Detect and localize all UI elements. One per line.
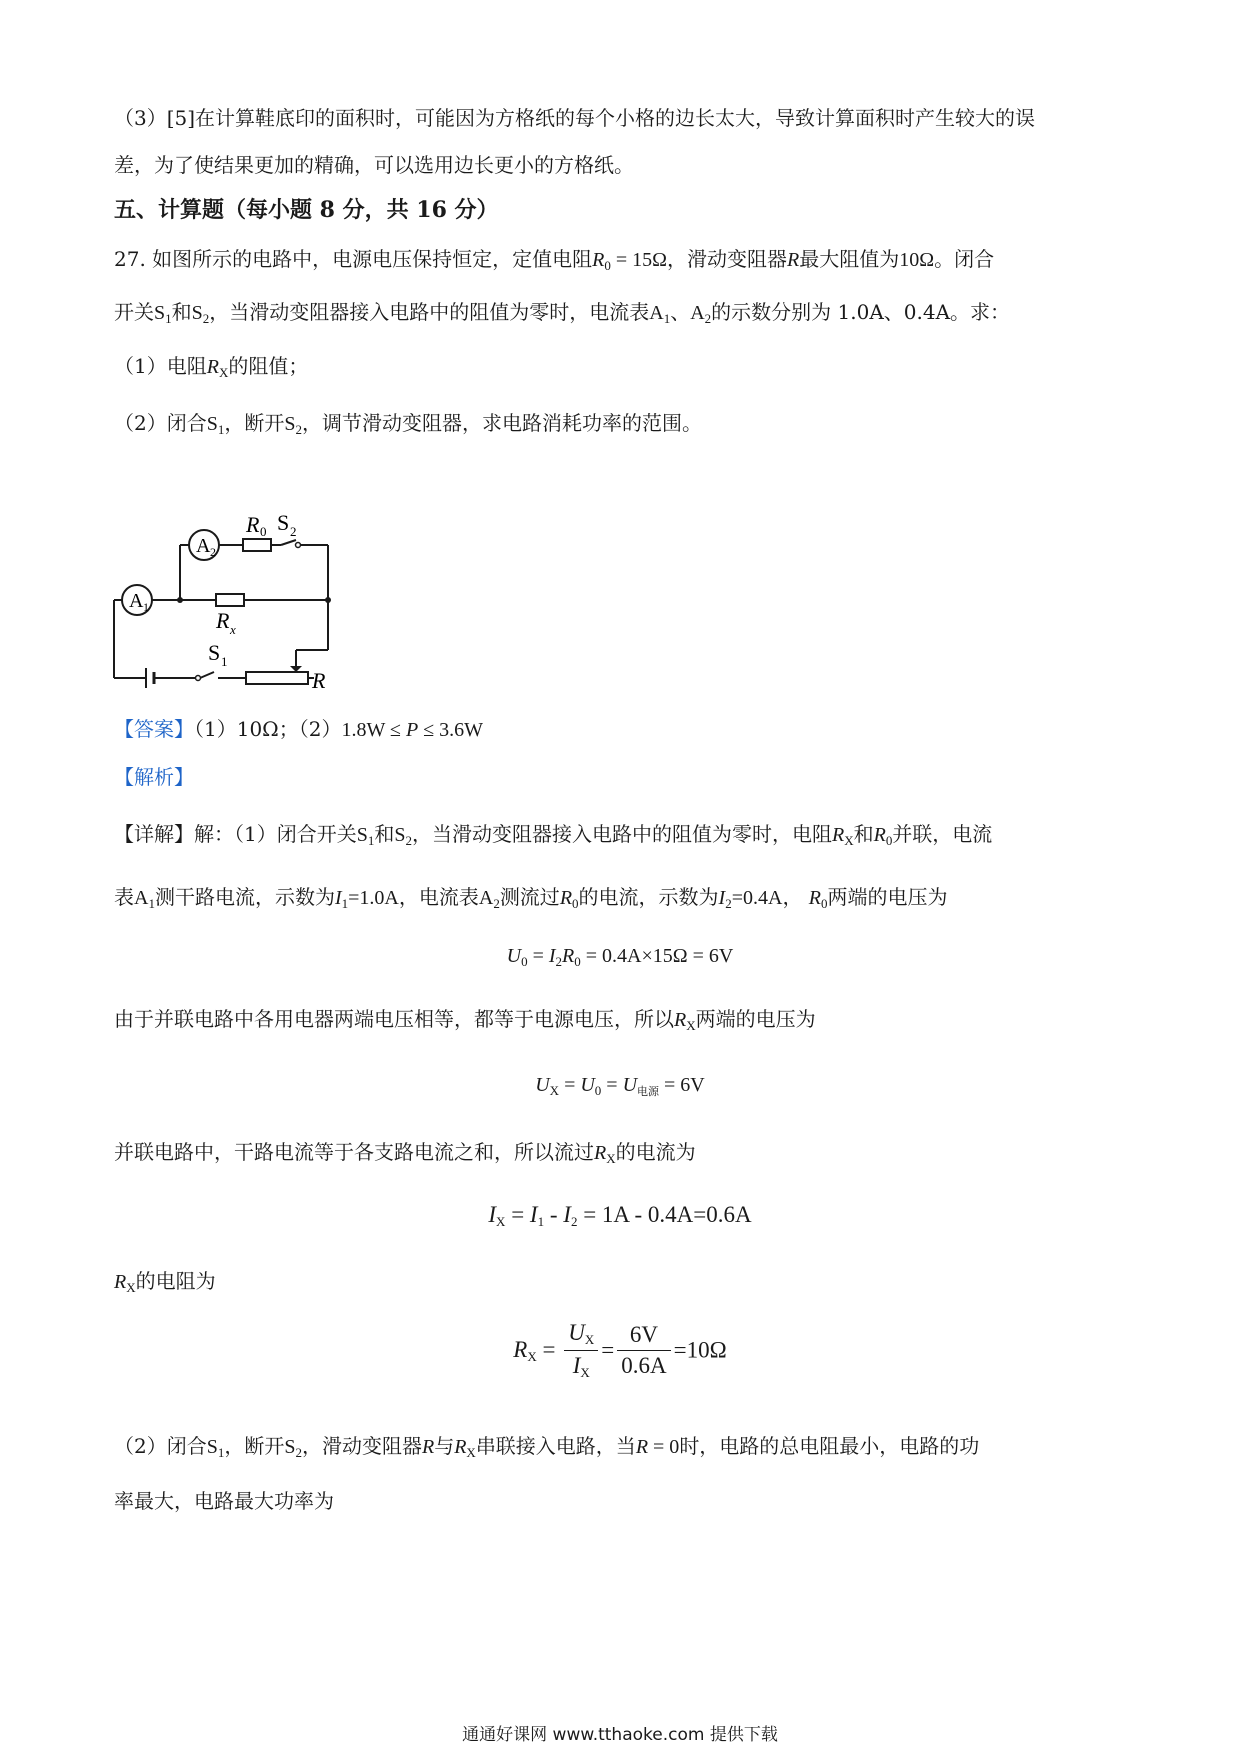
page-footer: 通通好课网 www.tthaoke.com 提供下载 xyxy=(462,1725,778,1745)
paragraph-line: （3）[5]在计算鞋底印的面积时，可能因为方格纸的每个小格的边长太大，导致计算面积时产生较大的误 xyxy=(114,106,1036,130)
rheostat-r xyxy=(246,672,308,684)
ammeter-a1-label: A xyxy=(129,590,144,612)
detail-line: 由于并联电路中各用电器两端电压相等，都等于电源电压，所以$R_X$两端的电压为 xyxy=(114,1007,816,1033)
question-line: 27. 如图所示的电路中，电源电压保持恒定，定值电阻$R_0 = 15\Omega$，滑动变阻器R最大阻值为10Ω。闭合 xyxy=(114,247,995,273)
label-r0: R xyxy=(246,512,260,537)
ammeter-a2-sub: 2 xyxy=(210,545,216,559)
ammeter-a1-sub: 1 xyxy=(143,600,149,614)
answer-tag: 【答案】 xyxy=(114,717,194,741)
ammeter-a2-label: A xyxy=(196,535,211,557)
detail-tag: 【详解】 xyxy=(114,822,194,846)
resistor-rx xyxy=(216,594,244,606)
label-r0-sub: 0 xyxy=(260,524,267,539)
equation: $I_X = I_1 - I_2 = 1A - 0.4A=0.6A$ xyxy=(488,1202,752,1229)
detail-line: 并联电路中，干路电流等于各支路电流之和，所以流过$R_X$的电流为 xyxy=(114,1140,696,1166)
junction-node xyxy=(325,597,331,603)
detail-line: （2）闭合$S_1$，断开$S_2$，滑动变阻器R与$R_X$串联接入电路，当R = 0时，电路的总电阻最小，电路的功 xyxy=(114,1434,980,1460)
circuit-diagram xyxy=(100,500,340,700)
section-heading: 五、计算题（每小题 8 分，共 16 分） xyxy=(114,197,499,223)
fraction: $\frac{6V}{0.6A}$ xyxy=(617,1322,670,1379)
fraction: $\frac{U_X}{I_X}$ xyxy=(564,1320,598,1381)
switch-s1-contact xyxy=(196,676,201,681)
question-part: （2）闭合$S_1$，断开$S_2$，调节滑动变阻器，求电路消耗功率的范围。 xyxy=(114,411,702,437)
equation: $U_0 = I_2R_0 = 0.4A\times 15\Omega = 6V$ xyxy=(506,945,734,969)
label-rx: R xyxy=(216,608,230,633)
equation-fraction: $R_X$ = $\frac{U_X}{I_X}$ = $\frac{6V}{0.6A}$ =10Ω xyxy=(513,1320,727,1380)
resistor-r0 xyxy=(243,539,271,551)
junction-node xyxy=(177,597,183,603)
question-part: （1）电阻$R_X$的阻值； xyxy=(114,354,309,380)
detail-line: 率最大，电路最大功率为 xyxy=(114,1489,334,1513)
label-rx-sub: x xyxy=(230,622,236,637)
paragraph-line: 差，为了使结果更加的精确，可以选用边长更小的方格纸。 xyxy=(114,153,634,177)
answer-line: 【答案】（1）10Ω；（2）1.8W ≤ P ≤ 3.6W xyxy=(114,717,484,741)
label-s2-sub: 2 xyxy=(290,524,297,539)
switch-s2-contact xyxy=(296,543,301,548)
label-s1: S xyxy=(208,640,221,665)
label-s2: S xyxy=(277,510,290,535)
detail-line: $R_X$的电阻为 xyxy=(114,1269,216,1295)
question-line: 开关$S_1$和$S_2$，当滑动变阻器接入电路中的阻值为零时，电流表$A_1$、$A_2$的示数分别为 1.0A、0.4A。求： xyxy=(114,300,1011,326)
label-r: R xyxy=(312,668,326,693)
detail-line: 【详解】解：（1）闭合开关$S_1$和$S_2$，当滑动变阻器接入电路中的阻值为零时，电阻$R_X$和$R_0$并联，电流 xyxy=(114,822,993,848)
detail-line: 表$A_1$测干路电流，示数为$I_1=1.0A$，电流表$A_2$测流过$R_0$的电流，示数为$I_2=0.4A$， $R_0$两端的电压为 xyxy=(114,885,948,911)
label-s1-sub: 1 xyxy=(221,654,228,669)
analysis-tag: 【解析】 xyxy=(114,765,194,789)
equation: $U_X = U_0 = U_{电源} = 6V$ xyxy=(535,1074,705,1098)
analysis-line xyxy=(114,763,1126,791)
